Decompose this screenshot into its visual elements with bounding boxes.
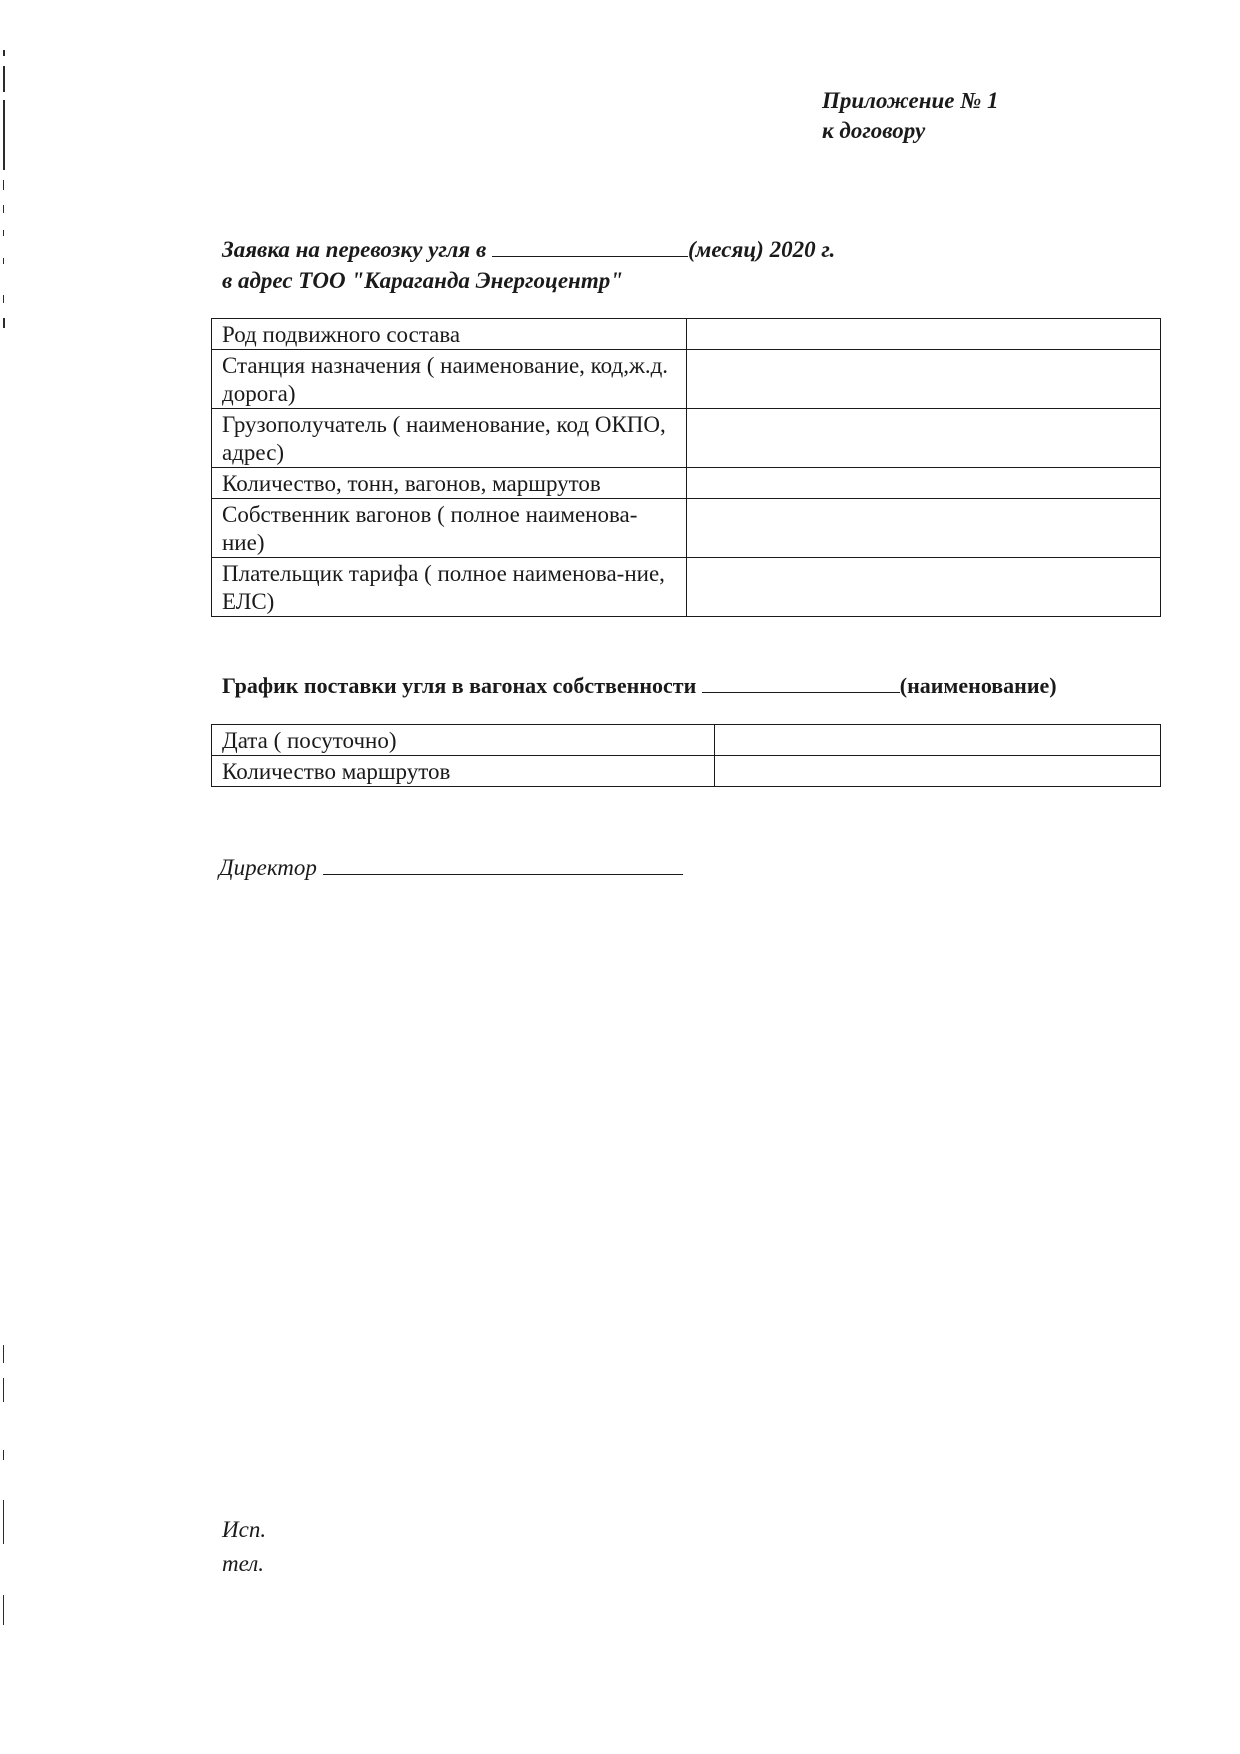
scan-artifact	[3, 1500, 4, 1544]
schedule-title-suffix: (наименование)	[899, 673, 1057, 698]
scan-artifact	[3, 1450, 4, 1460]
table-row	[212, 468, 1161, 499]
table-row	[212, 725, 1161, 756]
executor-label: Исп.	[222, 1517, 267, 1542]
appendix-number: Приложение № 1	[822, 88, 999, 113]
row-value-cell	[715, 756, 1161, 787]
scan-artifact	[3, 205, 4, 213]
table-row	[212, 409, 1161, 468]
scan-artifact	[3, 180, 4, 190]
row-value-cell	[687, 319, 1161, 350]
scan-artifact	[3, 50, 5, 56]
scan-artifact	[3, 66, 5, 92]
appendix-contract-ref: к договору	[822, 118, 926, 143]
scan-artifact	[3, 1345, 4, 1363]
table-row	[212, 499, 1161, 558]
scan-artifact	[3, 230, 4, 236]
row-value-cell	[687, 409, 1161, 468]
request-table	[211, 318, 1161, 617]
scan-artifact	[3, 1378, 4, 1402]
appendix-header	[822, 86, 999, 146]
row-label: Грузополучатель ( наименование, код ОКПО, адрес)	[212, 409, 687, 468]
director-label: Директор	[219, 855, 323, 880]
table-row	[212, 558, 1161, 617]
table-row	[212, 350, 1161, 409]
phone-label: тел.	[222, 1551, 265, 1576]
row-value-cell	[715, 725, 1161, 756]
executor-block	[222, 1513, 266, 1581]
row-label: Станция назначения ( наименование, код,ж.д. дорога)	[212, 350, 687, 409]
row-value-cell	[687, 468, 1161, 499]
scan-artifact	[3, 295, 4, 303]
scan-artifact	[3, 318, 5, 328]
scan-artifact	[3, 258, 4, 264]
table-row	[212, 319, 1161, 350]
schedule-title-prefix: График поставки угля в вагонах собственности	[222, 673, 702, 698]
row-label: Количество, тонн, вагонов, маршрутов	[212, 468, 687, 499]
signature-blank-line	[323, 852, 683, 875]
owner-blank-line	[702, 670, 900, 693]
row-value-cell	[687, 499, 1161, 558]
director-signature	[219, 852, 683, 883]
row-label: Дата ( посуточно)	[212, 725, 715, 756]
row-label: Плательщик тарифа ( полное наименова-ние, ЕЛС)	[212, 558, 687, 617]
scan-artifact	[3, 1595, 4, 1625]
row-value-cell	[687, 558, 1161, 617]
request-title	[222, 234, 835, 296]
row-label: Род подвижного состава	[212, 319, 687, 350]
row-label: Количество маршрутов	[212, 756, 715, 787]
request-title-prefix: Заявка на перевозку угля в	[222, 237, 492, 262]
table-row	[212, 756, 1161, 787]
request-title-suffix: (месяц) 2020 г.	[687, 237, 836, 262]
request-title-line	[222, 234, 835, 265]
month-blank-line	[492, 234, 688, 257]
row-label: Собственник вагонов ( полное наименова-ние)	[212, 499, 687, 558]
row-value-cell	[687, 350, 1161, 409]
schedule-title	[222, 670, 1057, 701]
schedule-table	[211, 724, 1161, 787]
request-address-line: в адрес ТОО "Караганда Энергоцентр"	[222, 268, 623, 293]
scan-artifact	[3, 100, 5, 170]
